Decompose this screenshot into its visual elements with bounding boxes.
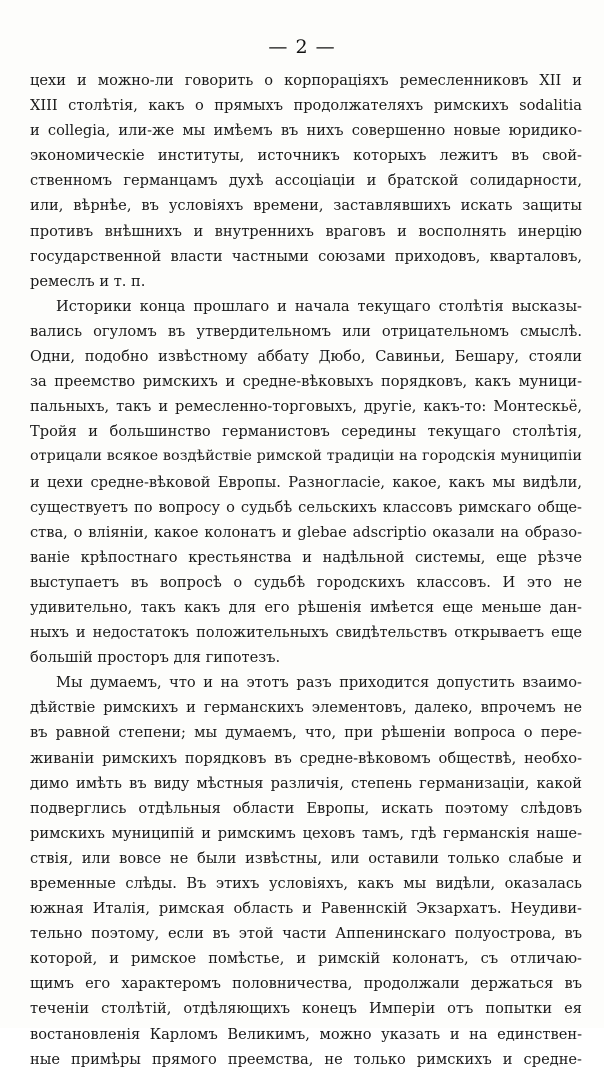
text-line: которой, и римское помѣстье, и римскiй колонатъ, съ отличаю-: [30, 950, 582, 968]
text-line: XIII столѣтiя, какъ о прямыхъ продолжателяхъ римскихъ sodalitia: [30, 97, 582, 115]
paragraph: [30, 68, 582, 294]
text-line: экономическiе институты, источникъ которыхъ лежитъ въ свой-: [30, 147, 582, 165]
text-line: южная Италiя, римская область и Равеннскiй Экзархатъ. Неудиви-: [30, 900, 582, 918]
page-number: — 2 —: [268, 36, 336, 58]
text-line: или, вѣрнѣе, въ условiяхъ времени, заставлявшихъ искать защиты: [30, 197, 582, 215]
text-line: востановленiя Карломъ Великимъ, можно указать и на единствен-: [30, 1025, 582, 1043]
text-line: государственной власти частными союзами приходовъ, кварталовъ,: [30, 247, 582, 265]
text-line: Одни, подобно извѣстному аббату Дюбо, Савиньи, Бешару, стояли: [30, 348, 582, 366]
text-line: существуетъ по вопросу о судьбѣ сельскихъ классовъ римскаго обще-: [30, 498, 582, 516]
text-line: вались огуломъ въ утвердительномъ или отрицательномъ смыслѣ.: [30, 322, 582, 340]
text-line: ственномъ германцамъ духѣ ассоцiацiи и братской солидарности,: [30, 172, 582, 190]
text-line: въ равной степени; мы думаемъ, что, при рѣшенiи вопроса о пере-: [30, 724, 582, 742]
text-line: Мы думаемъ, что и на этотъ разъ приходится допустить взаимо-: [56, 674, 582, 692]
text-line: ствiя, или вовсе не были извѣстны, или оставили только слабые и: [30, 849, 582, 867]
text-line: Историки конца прошлаго и начала текущаго столѣтiя высказы-: [56, 297, 582, 315]
text-line: цехи и можно-ли говорить о корпорацiяхъ ремесленниковъ XII и: [30, 72, 582, 89]
text-line: удивительно, такъ какъ для его рѣшенiя имѣется еще меньше дан-: [30, 598, 582, 616]
text-line: римскихъ муниципiй и римскимъ цеховъ тамъ, гдѣ германскiя наше-: [30, 824, 582, 842]
text-line: щимъ его характеромъ половничества, продолжали держаться въ: [30, 975, 582, 993]
text-line: пальныхъ, такъ и ремесленно-торговыхъ, другiе, какъ-то: Монтескьё,: [30, 398, 582, 416]
text-line: и цехи средне-вѣковой Европы. Разногласiе, какое, какъ мы видѣли,: [30, 473, 582, 491]
paragraph: [30, 670, 582, 1072]
text-line: тельно поэтому, если въ этой части Аппенинскаго полуострова, въ: [30, 925, 582, 943]
text-line: Тройя и большинство германистовъ середины текущаго столѣтiя,: [30, 423, 582, 441]
text-line: ства, о влiянiи, какое колонатъ и glebae adscriptio оказали на образо-: [30, 523, 582, 541]
text-line: и collegia, или-же мы имѣемъ въ нихъ совершенно новые юридико-: [30, 122, 582, 140]
text-line: димо имѣть въ виду мѣстныя различiя, степень германизацiи, какой: [30, 774, 582, 792]
text-line: временные слѣды. Въ этихъ условiяхъ, какъ мы видѣли, оказалась: [30, 875, 582, 892]
text-line: выступаетъ въ вопросѣ о судьбѣ городскихъ классовъ. И это не: [30, 573, 582, 591]
paragraph: [30, 294, 582, 670]
text-line: за преемство римскихъ и средне-вѣковыхъ порядковъ, какъ муници-: [30, 373, 582, 391]
text-line: дѣйствiе римскихъ и германскихъ элементовъ, далеко, впрочемъ не: [30, 699, 582, 717]
text-line: ныхъ и недостатокъ положительныхъ свидѣтельствъ открываетъ еще: [30, 624, 582, 642]
text-line: ремеслъ и т. п.: [30, 272, 146, 290]
text-line: живанiи римскихъ порядковъ въ средне-вѣковомъ обществѣ, необхо-: [30, 749, 582, 767]
text-line: отрицали всякое воздѣйствiе римской традицiи на городскiя муниципiи: [30, 448, 582, 465]
text-line: большiй просторъ для гипотезъ.: [30, 649, 281, 667]
text-line: ванiе крѣпостнаго крестьянства и надѣльной системы, еще рѣзче: [30, 548, 582, 566]
text-line: противъ внѣшнихъ и внутреннихъ враговъ и восполнять инерцiю: [30, 222, 582, 240]
text-line: теченiи столѣтiй, отдѣляющихъ конецъ Имперiи отъ попытки ея: [30, 1000, 582, 1018]
text-line: ные примѣры прямого преемства, не только римскихъ и средне-: [30, 1050, 582, 1068]
body-text: [30, 68, 582, 1072]
text-line: подверглись отдѣльныя области Европы, искать поэтому слѣдовъ: [30, 799, 582, 817]
